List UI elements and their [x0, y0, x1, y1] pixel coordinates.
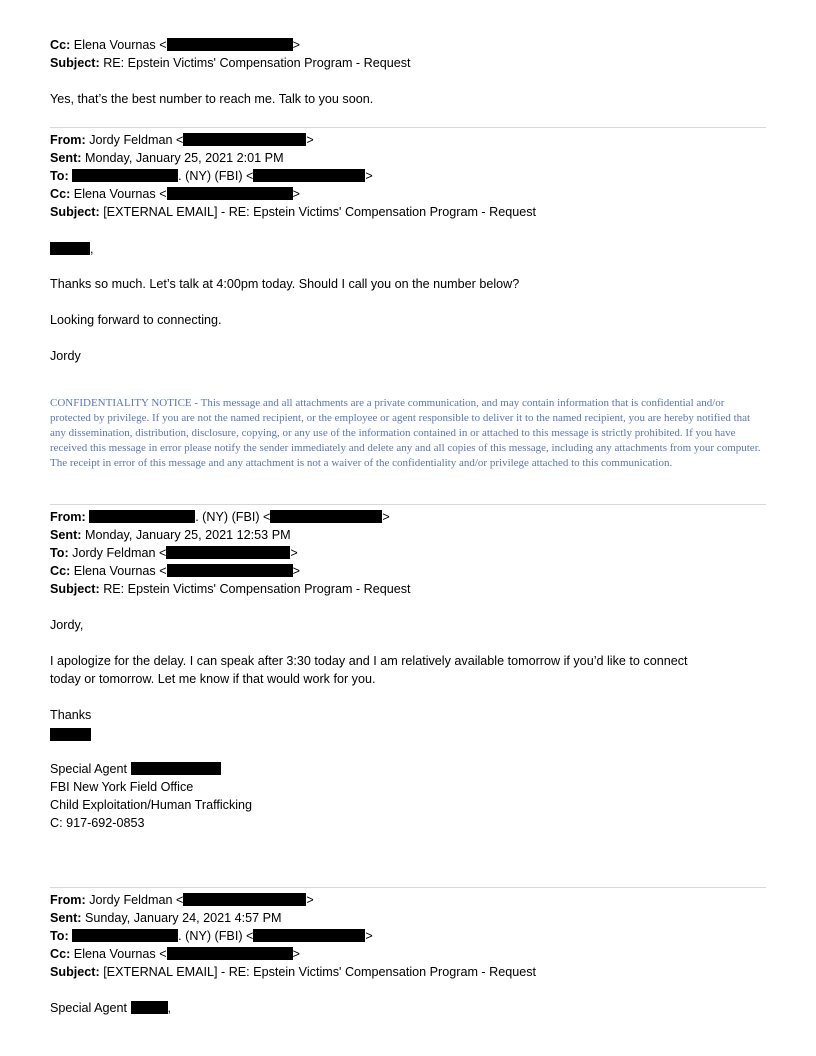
- to-label: To:: [50, 929, 69, 943]
- subject-text: RE: Epstein Victims' Compensation Program - Request: [103, 582, 411, 596]
- cc-line: [50, 562, 300, 580]
- to-agency: . (NY) (FBI) <: [178, 929, 254, 943]
- separator-rule: [50, 127, 766, 128]
- to-agency: . (NY) (FBI) <: [178, 169, 254, 183]
- cc-label: Cc:: [50, 38, 71, 52]
- bracket-close: >: [292, 38, 300, 52]
- redaction-bar: [50, 728, 91, 741]
- cc-name: Elena Vournas <: [73, 564, 167, 578]
- message-body: today or tomorrow. Let me know if that would work for you.: [50, 672, 376, 686]
- greeting-comma: ,: [167, 1001, 172, 1015]
- separator-rule: [50, 887, 766, 888]
- sent-line: [50, 526, 291, 544]
- separator-rule: [50, 504, 766, 505]
- cc-line: [50, 36, 300, 54]
- redaction-bar: [167, 38, 293, 51]
- cc-line: [50, 945, 300, 963]
- closing-line: Thanks: [50, 708, 92, 722]
- sent-label: Sent:: [50, 151, 82, 165]
- signature-unit: Child Exploitation/Human Trafficking: [50, 798, 253, 812]
- confidentiality-notice: CONFIDENTIALITY NOTICE - This message and all attachments are a private communication, and may contain information that is confidential and/or protected by privilege. If you are not the named recipient, or the employee or agent responsible to deliver it to the named recipient, you are hereby notified that any dissemination, distribution, disclosure, copying, or any use of the information contained in or attached to this message is strictly prohibited. If you have received this message in error please notify the sender immediately and delete any and all copies of this message, including any attachments from your computer. The receipt in error of this message and any attachment is not a waiver of the confidentiality and/or privilege attached to this communication.: [50, 397, 761, 469]
- to-line: [50, 167, 373, 185]
- bracket-close: >: [382, 510, 390, 524]
- redaction-bar: [183, 133, 306, 146]
- bracket-close: >: [292, 187, 300, 201]
- cc-label: Cc:: [50, 947, 71, 961]
- to-name: Jordy Feldman <: [72, 546, 167, 560]
- sent-line: [50, 149, 284, 167]
- from-name: Jordy Feldman <: [89, 133, 184, 147]
- bracket-close: >: [292, 564, 300, 578]
- from-label: From:: [50, 133, 86, 147]
- message-body: Yes, that’s the best number to reach me. Talk to you soon.: [50, 92, 374, 106]
- greeting-comma: ,: [90, 242, 94, 256]
- sent-date: Sunday, January 24, 2021 4:57 PM: [84, 911, 282, 925]
- subject-text: [EXTERNAL EMAIL] - RE: Epstein Victims' Compensation Program - Request: [103, 965, 537, 979]
- to-label: To:: [50, 169, 69, 183]
- from-label: From:: [50, 893, 86, 907]
- from-line: [50, 891, 314, 909]
- greeting-line: [50, 999, 171, 1017]
- cc-name: Elena Vournas <: [73, 187, 167, 201]
- subject-label: Subject:: [50, 205, 100, 219]
- to-line: [50, 927, 373, 945]
- signature-phone: C: 917-692-0853: [50, 816, 145, 830]
- cc-line: [50, 185, 300, 203]
- redaction-bar: [253, 169, 365, 182]
- redaction-bar: [167, 947, 293, 960]
- redaction-bar: [131, 762, 221, 775]
- subject-line: [50, 580, 411, 598]
- bracket-close: >: [290, 546, 298, 560]
- from-line: [50, 508, 390, 526]
- to-line: [50, 544, 298, 562]
- subject-line: [50, 963, 536, 981]
- subject-label: Subject:: [50, 965, 100, 979]
- signature-name: Jordy: [50, 349, 81, 363]
- bracket-close: >: [365, 169, 373, 183]
- subject-label: Subject:: [50, 582, 100, 596]
- greeting-text: Special Agent: [50, 1001, 128, 1015]
- sent-date: Monday, January 25, 2021 2:01 PM: [84, 151, 284, 165]
- signature-title: [50, 760, 221, 778]
- redaction-bar: [50, 242, 90, 255]
- subject-label: Subject:: [50, 56, 100, 70]
- signature-office: FBI New York Field Office: [50, 780, 194, 794]
- sent-date: Monday, January 25, 2021 12:53 PM: [84, 528, 291, 542]
- from-label: From:: [50, 510, 86, 524]
- redaction-bar: [89, 510, 195, 523]
- signature-redacted-name: [50, 726, 91, 744]
- from-name: Jordy Feldman <: [89, 893, 184, 907]
- redaction-bar: [72, 929, 178, 942]
- subject-text: [EXTERNAL EMAIL] - RE: Epstein Victims' Compensation Program - Request: [103, 205, 537, 219]
- greeting-line: Jordy,: [50, 618, 84, 632]
- message-body: Thanks so much. Let’s talk at 4:00pm today. Should I call you on the number below?: [50, 277, 520, 291]
- subject-text: RE: Epstein Victims' Compensation Program - Request: [103, 56, 411, 70]
- from-agency: . (NY) (FBI) <: [195, 510, 271, 524]
- sent-line: [50, 909, 282, 927]
- redaction-bar: [167, 187, 293, 200]
- sent-label: Sent:: [50, 911, 82, 925]
- bracket-close: >: [306, 893, 314, 907]
- redaction-bar: [131, 1001, 168, 1014]
- message-body: I apologize for the delay. I can speak after 3:30 today and I am relatively available tomorrow if you’d like to connect: [50, 654, 688, 668]
- bracket-close: >: [292, 947, 300, 961]
- signature-title-text: Special Agent: [50, 762, 128, 776]
- cc-name: Elena Vournas <: [73, 947, 167, 961]
- bracket-close: >: [306, 133, 314, 147]
- message-body: Looking forward to connecting.: [50, 313, 222, 327]
- redaction-bar: [183, 893, 306, 906]
- cc-label: Cc:: [50, 187, 71, 201]
- cc-name: Elena Vournas <: [73, 38, 167, 52]
- cc-label: Cc:: [50, 564, 71, 578]
- to-label: To:: [50, 546, 69, 560]
- bracket-close: >: [365, 929, 373, 943]
- redaction-bar: [72, 169, 178, 182]
- from-line: [50, 131, 314, 149]
- redaction-bar: [166, 546, 290, 559]
- subject-line: [50, 54, 411, 72]
- subject-line: [50, 203, 536, 221]
- greeting-line: [50, 240, 94, 258]
- sent-label: Sent:: [50, 528, 82, 542]
- redaction-bar: [270, 510, 382, 523]
- redaction-bar: [253, 929, 365, 942]
- redaction-bar: [167, 564, 293, 577]
